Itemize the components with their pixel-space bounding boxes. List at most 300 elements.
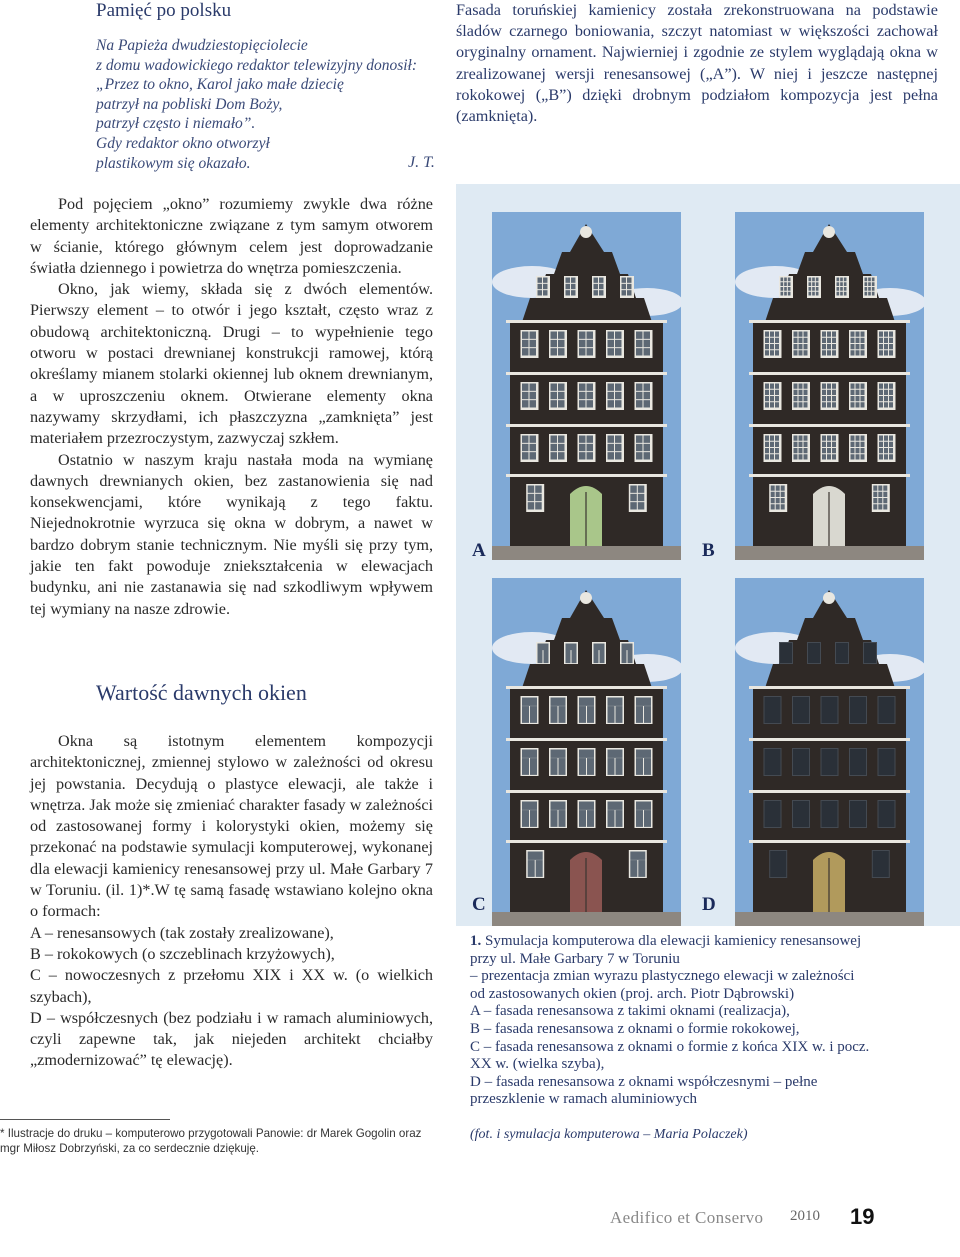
window-pane (571, 290, 576, 295)
window-pane (844, 287, 847, 291)
window-pane (861, 338, 865, 343)
window-pane (872, 292, 875, 296)
window-pane (572, 650, 577, 663)
figure-panel (456, 184, 960, 926)
window-pane (608, 436, 615, 443)
window-pane (638, 494, 645, 501)
window-pane (615, 452, 622, 459)
window-pane (535, 486, 542, 493)
window-pane (804, 332, 808, 337)
window-pane (799, 454, 803, 459)
window-pane (571, 278, 576, 283)
window-pane (579, 392, 586, 399)
window (878, 382, 896, 410)
window-pane (851, 448, 855, 453)
window-pane (615, 348, 622, 355)
figure-label-a: A (472, 540, 486, 561)
window-pane (627, 278, 632, 283)
window-pane (600, 650, 605, 663)
window-pane (566, 650, 571, 663)
window-pane (840, 282, 843, 286)
window-pane (889, 402, 893, 407)
window (863, 642, 877, 664)
gable-finial (580, 226, 592, 238)
window-pane (861, 402, 865, 407)
window-pane (889, 344, 893, 349)
window-pane (781, 278, 784, 282)
window (521, 434, 539, 462)
window (521, 382, 539, 410)
window-pane (884, 344, 888, 349)
window-pane (770, 396, 774, 401)
window-pane (793, 697, 809, 723)
window-pane (784, 282, 787, 286)
window-pane (861, 436, 865, 441)
window-pane (530, 340, 537, 347)
window-pane (599, 284, 604, 289)
window-pane (771, 492, 775, 497)
window-pane (884, 350, 888, 355)
window-pane (559, 758, 566, 775)
window-pane (793, 749, 809, 775)
window-pane (771, 498, 775, 503)
window-pane (636, 348, 643, 355)
window-pane (883, 504, 887, 509)
window-pane (827, 390, 831, 395)
window-pane (594, 650, 599, 663)
window-pane (587, 384, 594, 391)
window-pane (566, 278, 571, 283)
window-pane (636, 384, 643, 391)
facade-photo-d (735, 578, 924, 926)
window-pane (615, 392, 622, 399)
window-pane (638, 502, 645, 509)
window-pane (781, 486, 785, 491)
window-pane (827, 350, 831, 355)
body-text-section2 (30, 731, 433, 1072)
window (635, 748, 653, 776)
window-pane (615, 340, 622, 347)
window-pane (879, 396, 883, 401)
window-pane (804, 390, 808, 395)
window-pane (809, 292, 812, 296)
cornice (749, 738, 910, 741)
poem-signature: J. T. (408, 154, 435, 171)
window (764, 696, 782, 724)
window-pane (615, 400, 622, 407)
window-pane (770, 344, 774, 349)
window (629, 850, 647, 878)
window-pane (775, 436, 779, 441)
window-pane (776, 492, 780, 497)
window-pane (630, 502, 637, 509)
window-pane (644, 706, 651, 723)
facade-photo-b (735, 212, 924, 560)
window-pane (608, 332, 615, 339)
window-pane (522, 802, 537, 810)
window (564, 276, 578, 298)
window-pane (822, 332, 826, 337)
window-pane (799, 442, 803, 447)
window-pane (594, 290, 599, 295)
window (635, 434, 653, 462)
window-pane (530, 384, 537, 391)
window-pane (884, 384, 888, 389)
window-pane (883, 498, 887, 503)
window-pane (630, 860, 637, 877)
window-pane (861, 332, 865, 337)
window-pane (538, 284, 543, 289)
window-pane (879, 436, 883, 441)
window-pane (878, 492, 882, 497)
window-pane (765, 801, 781, 827)
photo-credit: (fot. i symulacja komputerowa – Maria Polaczek) (470, 1127, 748, 1142)
window-pane (788, 287, 791, 291)
window-pane (775, 442, 779, 447)
window-pane (776, 498, 780, 503)
window-pane (587, 436, 594, 443)
window-pane (832, 442, 836, 447)
window-pane (873, 492, 877, 497)
window (792, 330, 810, 358)
window-pane (522, 758, 529, 775)
window-pane (579, 698, 594, 706)
window-pane (522, 750, 537, 758)
window-pane (770, 442, 774, 447)
window-pane (827, 396, 831, 401)
window-pane (636, 810, 643, 827)
window-pane (832, 384, 836, 389)
cornice (749, 474, 910, 477)
pavement (735, 912, 924, 926)
window-pane (522, 384, 529, 391)
window-pane (644, 436, 651, 443)
door-split (828, 858, 830, 912)
window (769, 850, 787, 878)
window-pane (538, 290, 543, 295)
window-pane (873, 498, 877, 503)
window-pane (804, 344, 808, 349)
window (578, 696, 596, 724)
window-pane (889, 454, 893, 459)
window-pane (794, 396, 798, 401)
window-pane (822, 350, 826, 355)
window-pane (551, 810, 558, 827)
window-pane (608, 452, 615, 459)
window-pane (781, 492, 785, 497)
window-pane (851, 442, 855, 447)
window-pane (551, 340, 558, 347)
window (578, 800, 596, 828)
window-pane (822, 338, 826, 343)
window-pane (775, 384, 779, 389)
window (564, 642, 578, 664)
pavement (735, 546, 924, 560)
window-pane (837, 292, 840, 296)
window-pane (879, 801, 895, 827)
window-pane (856, 402, 860, 407)
window-pane (794, 390, 798, 395)
window (878, 696, 896, 724)
window-pane (844, 282, 847, 286)
window-pane (579, 332, 586, 339)
window-pane (781, 504, 785, 509)
window-pane (608, 384, 615, 391)
window-pane (879, 442, 883, 447)
cornice (749, 840, 910, 843)
window-pane (608, 348, 615, 355)
window-pane (889, 448, 893, 453)
window-pane (812, 287, 815, 291)
window-pane (644, 340, 651, 347)
window-pane (851, 402, 855, 407)
window (821, 800, 839, 828)
window-pane (799, 384, 803, 389)
window-pane (822, 448, 826, 453)
window-pane (809, 282, 812, 286)
window (807, 276, 821, 298)
window (764, 382, 782, 410)
window-pane (765, 442, 769, 447)
window-pane (538, 278, 543, 283)
window (878, 434, 896, 462)
window-pane (784, 287, 787, 291)
window-pane (636, 750, 651, 758)
caption-line: C – fasada renesansowa z oknami o formie z końca XIX w. i pocz. XX w. (wielka szyba), (470, 1038, 870, 1073)
window-pane (868, 282, 871, 286)
window-pane (579, 340, 586, 347)
window (769, 484, 787, 512)
window-pane (861, 454, 865, 459)
window-pane (884, 396, 888, 401)
window (549, 382, 567, 410)
window-pane (587, 758, 594, 775)
window-pane (551, 758, 558, 775)
window-pane (551, 706, 558, 723)
window (849, 800, 867, 828)
gable-finial (823, 592, 835, 604)
window-pane (775, 332, 779, 337)
window (821, 330, 839, 358)
list-item: C – nowoczesnych z przełomu XIX i XX w. (o wielkich szybach), (30, 966, 433, 1006)
window-pane (861, 384, 865, 389)
section-title: Pamięć po polsku (96, 0, 232, 21)
window-pane (804, 436, 808, 441)
window-pane (538, 650, 543, 663)
window (578, 382, 596, 410)
figure-label-c: C (472, 894, 486, 915)
list-item: A – renesansowych (tak zostały zrealizowane), (30, 923, 334, 942)
window-pane (551, 348, 558, 355)
window (821, 696, 839, 724)
window-pane (522, 436, 529, 443)
window-pane (856, 454, 860, 459)
window-pane (822, 384, 826, 389)
window-pane (799, 436, 803, 441)
window-pane (832, 448, 836, 453)
window-pane (889, 332, 893, 337)
window (549, 434, 567, 462)
window (620, 276, 634, 298)
cornice (506, 372, 667, 375)
window-pane (827, 338, 831, 343)
window-pane (522, 392, 529, 399)
window-pane (804, 442, 808, 447)
footnote: * Ilustracje do druku – komputerowo przygotowali Panowie: dr Marek Gogolin oraz mgr Miłosz Dobrzyński, za co serdecznie dziękuję. (0, 1127, 422, 1155)
window-pane (794, 350, 798, 355)
window-pane (566, 284, 571, 289)
window (849, 330, 867, 358)
window-pane (879, 350, 883, 355)
window-pane (799, 402, 803, 407)
window (606, 434, 624, 462)
window-pane (644, 400, 651, 407)
window-pane (812, 282, 815, 286)
window (764, 434, 782, 462)
window-pane (822, 442, 826, 447)
window-pane (587, 392, 594, 399)
window-pane (622, 290, 627, 295)
window-pane (579, 750, 594, 758)
window-pane (771, 486, 775, 491)
window-pane (794, 384, 798, 389)
window (878, 800, 896, 828)
window-pane (644, 384, 651, 391)
window-pane (889, 442, 893, 447)
window-pane (837, 282, 840, 286)
window-pane (530, 706, 537, 723)
window (606, 330, 624, 358)
window-pane (883, 492, 887, 497)
window-pane (827, 436, 831, 441)
window-pane (765, 402, 769, 407)
window-pane (816, 287, 819, 291)
caption-line: B – fasada renesansowa z oknami o formie rokokowej, (470, 1020, 800, 1037)
window (521, 330, 539, 358)
window (792, 434, 810, 462)
window-pane (868, 292, 871, 296)
window-pane (784, 278, 787, 282)
window-pane (799, 344, 803, 349)
cornice (749, 424, 910, 427)
figure-label-b: B (702, 540, 715, 561)
window-pane (530, 436, 537, 443)
window-pane (836, 643, 848, 663)
window-pane (851, 350, 855, 355)
window-pane (644, 392, 651, 399)
window-pane (770, 338, 774, 343)
window (526, 850, 544, 878)
window-pane (765, 384, 769, 389)
window-pane (594, 278, 599, 283)
window (521, 696, 539, 724)
window-pane (832, 332, 836, 337)
window (792, 748, 810, 776)
window-pane (851, 454, 855, 459)
window-pane (861, 344, 865, 349)
window-pane (770, 402, 774, 407)
window-pane (522, 332, 529, 339)
window-pane (879, 454, 883, 459)
window-pane (551, 802, 566, 810)
window (592, 642, 606, 664)
window-pane (608, 706, 615, 723)
window-pane (781, 292, 784, 296)
window-pane (530, 332, 537, 339)
cornice (506, 840, 667, 843)
window-pane (832, 402, 836, 407)
figure-label-d: D (702, 894, 716, 915)
window-pane (879, 697, 895, 723)
window-pane (851, 344, 855, 349)
window-pane (528, 502, 535, 509)
window-pane (608, 698, 623, 706)
window-pane (872, 287, 875, 291)
window-pane (844, 292, 847, 296)
window-pane (832, 390, 836, 395)
window-pane (775, 338, 779, 343)
window-pane (522, 340, 529, 347)
window-pane (884, 402, 888, 407)
window-pane (579, 452, 586, 459)
window-pane (551, 384, 558, 391)
window-pane (812, 278, 815, 282)
window-pane (579, 706, 586, 723)
window-pane (873, 486, 877, 491)
window-pane (627, 290, 632, 295)
window-pane (630, 494, 637, 501)
window-pane (566, 290, 571, 295)
window-pane (889, 396, 893, 401)
window-pane (579, 436, 586, 443)
window-pane (889, 350, 893, 355)
window-pane (615, 332, 622, 339)
window-pane (861, 396, 865, 401)
window-pane (822, 801, 838, 827)
window-pane (644, 348, 651, 355)
window-pane (558, 332, 565, 339)
window-pane (587, 348, 594, 355)
window-pane (638, 860, 645, 877)
window-pane (794, 454, 798, 459)
window-pane (558, 452, 565, 459)
window (606, 696, 624, 724)
window-pane (865, 282, 868, 286)
window-pane (644, 332, 651, 339)
window-pane (636, 802, 651, 810)
window-pane (551, 392, 558, 399)
window-pane (851, 384, 855, 389)
page-number: 19 (850, 1204, 875, 1229)
window-pane (804, 350, 808, 355)
window-pane (809, 278, 812, 282)
gable-finial (580, 592, 592, 604)
window-pane (630, 486, 637, 493)
window-pane (636, 340, 643, 347)
window-pane (558, 392, 565, 399)
window-pane (865, 278, 868, 282)
window-pane (781, 287, 784, 291)
window-pane (765, 436, 769, 441)
window (872, 484, 890, 512)
window-pane (873, 851, 889, 877)
window-pane (827, 402, 831, 407)
window-pane (856, 350, 860, 355)
window-pane (551, 332, 558, 339)
window-pane (809, 287, 812, 291)
cornice (506, 686, 667, 689)
window-pane (644, 810, 651, 827)
